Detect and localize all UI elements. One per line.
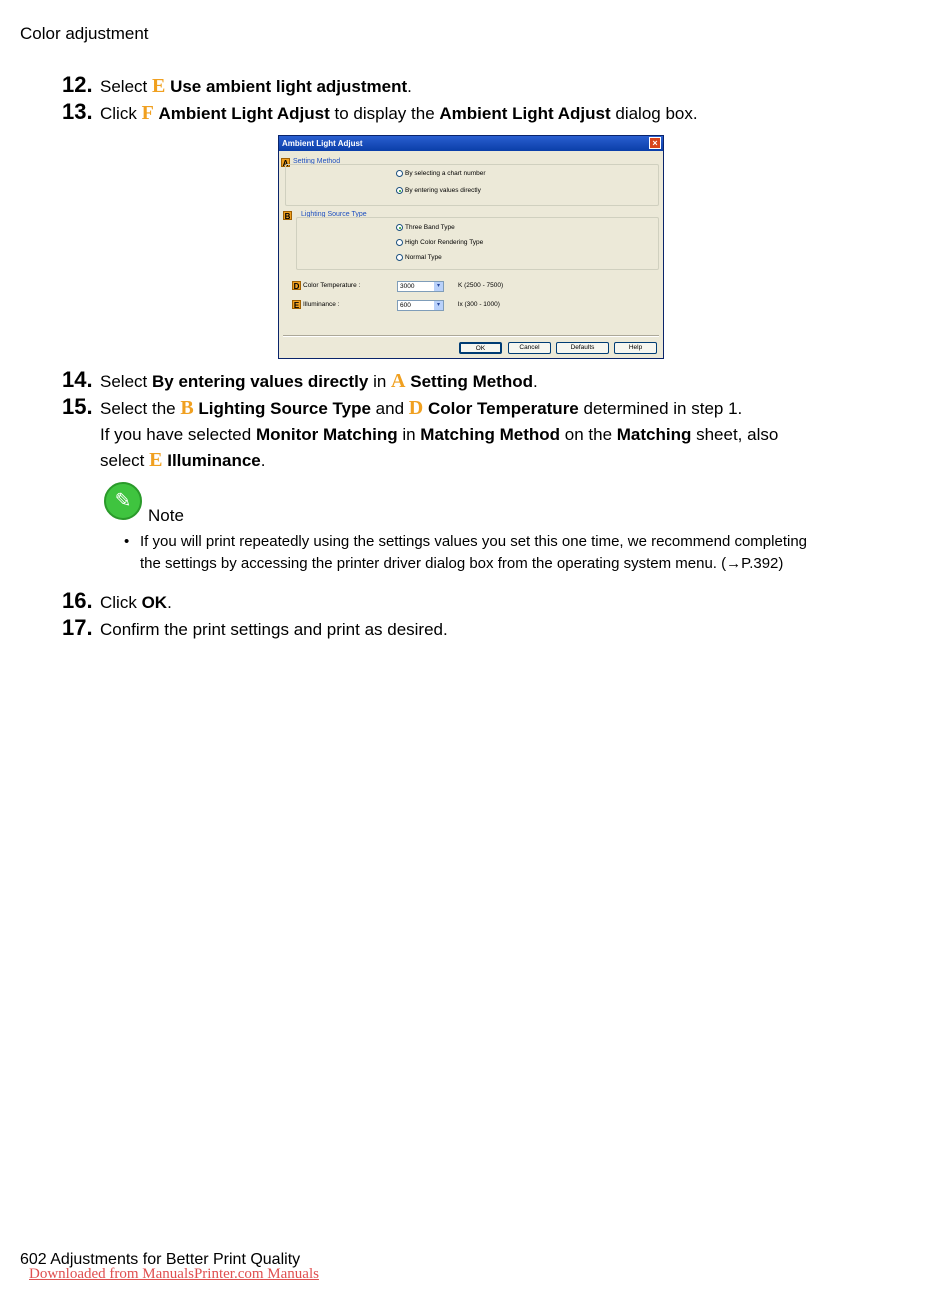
callout-letter: D [408, 397, 424, 419]
radio-high-color[interactable] [396, 239, 483, 246]
step-text: Select [100, 77, 152, 96]
close-icon[interactable]: × [649, 137, 661, 149]
illuminance-range: lx (300 - 1000) [458, 301, 500, 308]
step-text: Select the [100, 399, 181, 418]
step-bold: Ambient Light Adjust [439, 104, 611, 123]
step-bold: OK [141, 593, 168, 612]
callout-badge-b: B [284, 212, 291, 221]
radio-label: By entering values directly [405, 187, 481, 195]
note-text-line-1: If you will print repeatedly using the settings values you set this one time, we recommend completing [140, 533, 808, 550]
setting-method-label: Setting Method [293, 158, 341, 165]
step-text: in [368, 372, 392, 391]
radio-entering-values[interactable] [396, 187, 481, 194]
callout-letter: B [180, 397, 194, 419]
step-bold: Matching Method [420, 425, 561, 444]
step-14 [62, 367, 538, 393]
step-16 [62, 588, 172, 614]
ambient-light-adjust-dialog [278, 135, 664, 359]
step-13 [62, 99, 698, 125]
page-header: Color adjustment [20, 24, 149, 43]
step-bold: Lighting Source Type [198, 399, 371, 418]
color-temperature-range: K (2500 - 7500) [458, 282, 504, 289]
radio-label: Normal Type [405, 254, 442, 262]
callout-letter: E [151, 75, 166, 97]
step-text: determined in step 1. [578, 399, 743, 418]
radio-normal[interactable] [396, 254, 442, 261]
radio-chart-number[interactable] [396, 170, 486, 177]
pencil-icon: ✎ [104, 482, 142, 520]
callout-badge-d: D [293, 282, 300, 291]
note-label: Note [148, 506, 184, 525]
radio-label: By selecting a chart number [405, 170, 486, 178]
bullet: • [124, 533, 130, 550]
color-temperature-label: Color Temperature : [303, 282, 361, 289]
radio-three-band[interactable] [396, 224, 455, 231]
defaults-button[interactable]: Defaults [556, 342, 609, 354]
note-text-line-2: the settings by accessing the printer driver dialog box from the operating system menu. (→P.392) [140, 555, 784, 572]
radio-button-icon [396, 170, 403, 177]
radio-button-icon [396, 187, 403, 194]
step-bold: Matching [616, 425, 692, 444]
step-text: . [260, 451, 266, 470]
callout-letter: A [391, 370, 406, 392]
step-text: Click [100, 593, 142, 612]
step-15-line-3 [100, 449, 265, 472]
radio-button-icon [396, 254, 403, 261]
dialog-titlebar [279, 136, 663, 151]
step-text: dialog box. [610, 104, 698, 123]
step-number: 12. [62, 72, 93, 97]
step-text: in [397, 425, 421, 444]
step-bold: By entering values directly [151, 372, 369, 391]
step-bold: Use ambient light adjustment [170, 77, 408, 96]
illuminance-combo[interactable] [397, 300, 444, 311]
chevron-down-icon[interactable]: ▾ [434, 301, 443, 310]
step-bold: Setting Method [410, 372, 533, 391]
step-text: and [370, 399, 409, 418]
step-number: 16. [62, 588, 93, 613]
step-bold: Ambient Light Adjust [158, 104, 330, 123]
color-temperature-combo[interactable] [397, 281, 444, 292]
step-text: on the [560, 425, 617, 444]
illuminance-label: Illuminance : [303, 301, 340, 308]
step-17 [62, 615, 448, 641]
dialog-title: Ambient Light Adjust [282, 139, 363, 148]
step-text: Select [100, 372, 152, 391]
step-bold: Color Temperature [427, 399, 579, 418]
step-number: 13. [62, 99, 93, 124]
step-bold: Monitor Matching [255, 425, 398, 444]
cancel-button[interactable]: Cancel [508, 342, 551, 354]
step-number: 14. [62, 367, 93, 392]
step-text: to display the [329, 104, 440, 123]
chevron-down-icon[interactable]: ▾ [434, 282, 443, 291]
lighting-source-label: Lighting Source Type [301, 211, 367, 218]
help-button[interactable]: Help [614, 342, 657, 354]
callout-letter: E [149, 449, 163, 471]
radio-button-icon [396, 239, 403, 246]
step-text: . [407, 77, 412, 96]
step-number: 15. [62, 394, 93, 419]
combo-value: 3000 [400, 283, 415, 290]
step-12 [62, 72, 412, 98]
page-footer: 602 Adjustments for Better Print Quality [20, 1251, 301, 1268]
callout-letter: F [141, 102, 154, 124]
step-text: Confirm the print settings and print as desired. [100, 620, 448, 639]
combo-value: 600 [400, 302, 411, 309]
step-bold: Illuminance [167, 451, 261, 470]
radio-label: Three Band Type [405, 224, 455, 232]
step-text: Click [100, 104, 142, 123]
radio-button-icon [396, 224, 403, 231]
callout-badge-e: E [293, 301, 300, 310]
step-text: select [100, 451, 150, 470]
callout-badge-a: A [282, 159, 289, 168]
step-15 [62, 394, 742, 420]
step-text: . [167, 593, 172, 612]
step-15-line-2 [100, 425, 778, 445]
download-link[interactable]: Downloaded from ManualsPrinter.com Manuals [29, 1266, 319, 1282]
ok-button[interactable]: OK [459, 342, 502, 354]
step-text: . [533, 372, 538, 391]
step-number: 17. [62, 615, 93, 640]
radio-label: High Color Rendering Type [405, 239, 484, 247]
step-text: If you have selected [100, 425, 256, 444]
step-text: sheet, also [691, 425, 779, 444]
dialog-separator [283, 335, 659, 337]
